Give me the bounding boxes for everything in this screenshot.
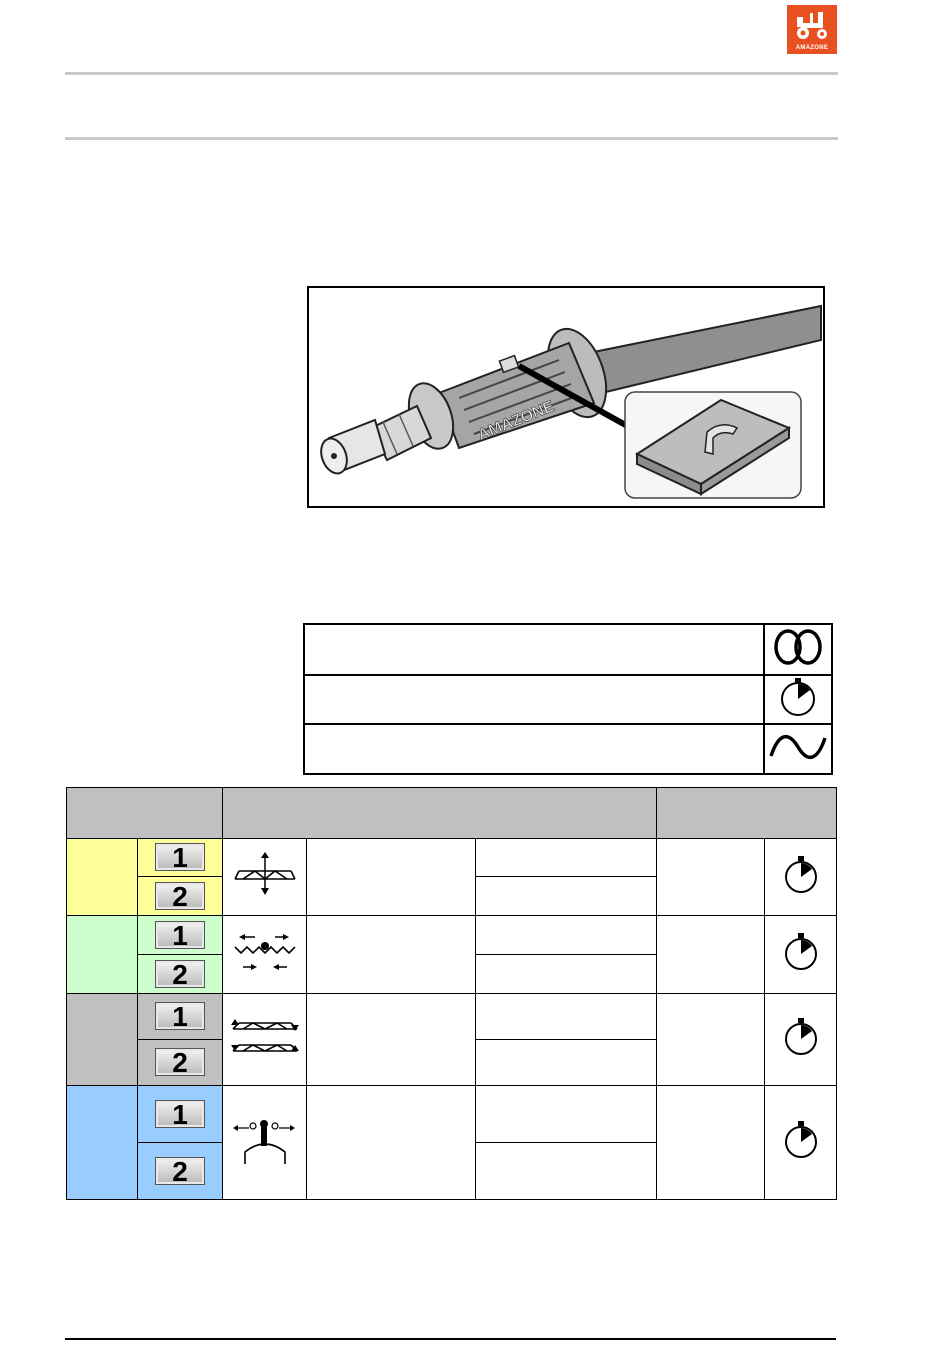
infinity-icon bbox=[764, 624, 832, 675]
wave-icon bbox=[764, 724, 832, 774]
detail-cell bbox=[476, 1086, 657, 1143]
legend-text bbox=[304, 724, 764, 774]
operation-cell bbox=[657, 916, 765, 994]
boom-fold-icon bbox=[223, 916, 307, 994]
operation-cell bbox=[657, 994, 765, 1086]
description-cell bbox=[307, 839, 476, 916]
operation-cell bbox=[657, 839, 765, 916]
table-row bbox=[67, 994, 837, 1040]
group-color-green bbox=[67, 916, 138, 994]
key-2-button[interactable]: 2 bbox=[155, 882, 205, 910]
table-row bbox=[67, 839, 837, 877]
header-cell-function bbox=[223, 788, 657, 839]
stopwatch-icon bbox=[765, 839, 837, 916]
symbol-legend-table bbox=[303, 623, 833, 775]
key-1-button[interactable]: 1 bbox=[155, 843, 205, 871]
stopwatch-icon bbox=[765, 1086, 837, 1200]
key-2-button[interactable]: 2 bbox=[155, 1048, 205, 1076]
group-color-blue bbox=[67, 1086, 138, 1200]
detail-cell bbox=[476, 955, 657, 994]
key-cell bbox=[138, 916, 223, 955]
description-cell bbox=[307, 994, 476, 1086]
detail-cell bbox=[476, 994, 657, 1040]
coupling-figure bbox=[307, 286, 825, 508]
operation-cell bbox=[657, 1086, 765, 1200]
stopwatch-icon bbox=[765, 916, 837, 994]
group-color-yellow bbox=[67, 839, 138, 916]
legend-row bbox=[304, 675, 832, 724]
logo-text: AMAZONE bbox=[795, 45, 829, 51]
legend-row bbox=[304, 624, 832, 675]
legend-text bbox=[304, 675, 764, 724]
grip-brand-text: AMAZONE bbox=[475, 398, 557, 445]
key-cell bbox=[138, 955, 223, 994]
amazone-logo bbox=[787, 5, 837, 54]
key-1-button[interactable]: 1 bbox=[155, 1100, 205, 1128]
key-1-button[interactable]: 1 bbox=[155, 1002, 205, 1030]
header-rule-top bbox=[65, 72, 838, 75]
key-cell bbox=[138, 994, 223, 1040]
group-color-grey bbox=[67, 994, 138, 1086]
legend-text bbox=[304, 624, 764, 675]
key-cell bbox=[138, 1086, 223, 1143]
key-2-button[interactable]: 2 bbox=[155, 960, 205, 988]
description-cell bbox=[307, 916, 476, 994]
header-cell-operation bbox=[657, 788, 837, 839]
function-table bbox=[66, 787, 837, 1200]
tractor-lever-icon bbox=[223, 1086, 307, 1200]
key-1-button[interactable]: 1 bbox=[155, 921, 205, 949]
detail-cell bbox=[476, 916, 657, 955]
key-cell bbox=[138, 877, 223, 916]
boom-tilt-icon bbox=[223, 994, 307, 1086]
tractor-logo-icon bbox=[787, 5, 837, 45]
key-2-button[interactable]: 2 bbox=[155, 1157, 205, 1185]
detail-cell bbox=[476, 839, 657, 877]
stopwatch-icon bbox=[765, 994, 837, 1086]
key-cell bbox=[138, 839, 223, 877]
table-header-row bbox=[67, 788, 837, 839]
coupling-illustration bbox=[309, 288, 823, 506]
footer-rule bbox=[65, 1338, 836, 1340]
stopwatch-icon bbox=[764, 675, 832, 724]
legend-row bbox=[304, 724, 832, 774]
boom-lift-icon bbox=[223, 839, 307, 916]
key-cell bbox=[138, 1143, 223, 1200]
table-row bbox=[67, 1086, 837, 1143]
table-row bbox=[67, 916, 837, 955]
detail-cell bbox=[476, 1143, 657, 1200]
header-cell-keys bbox=[67, 788, 223, 839]
header-rule-bottom bbox=[65, 137, 838, 140]
detail-cell bbox=[476, 877, 657, 916]
key-cell bbox=[138, 1040, 223, 1086]
description-cell bbox=[307, 1086, 476, 1200]
detail-cell bbox=[476, 1040, 657, 1086]
